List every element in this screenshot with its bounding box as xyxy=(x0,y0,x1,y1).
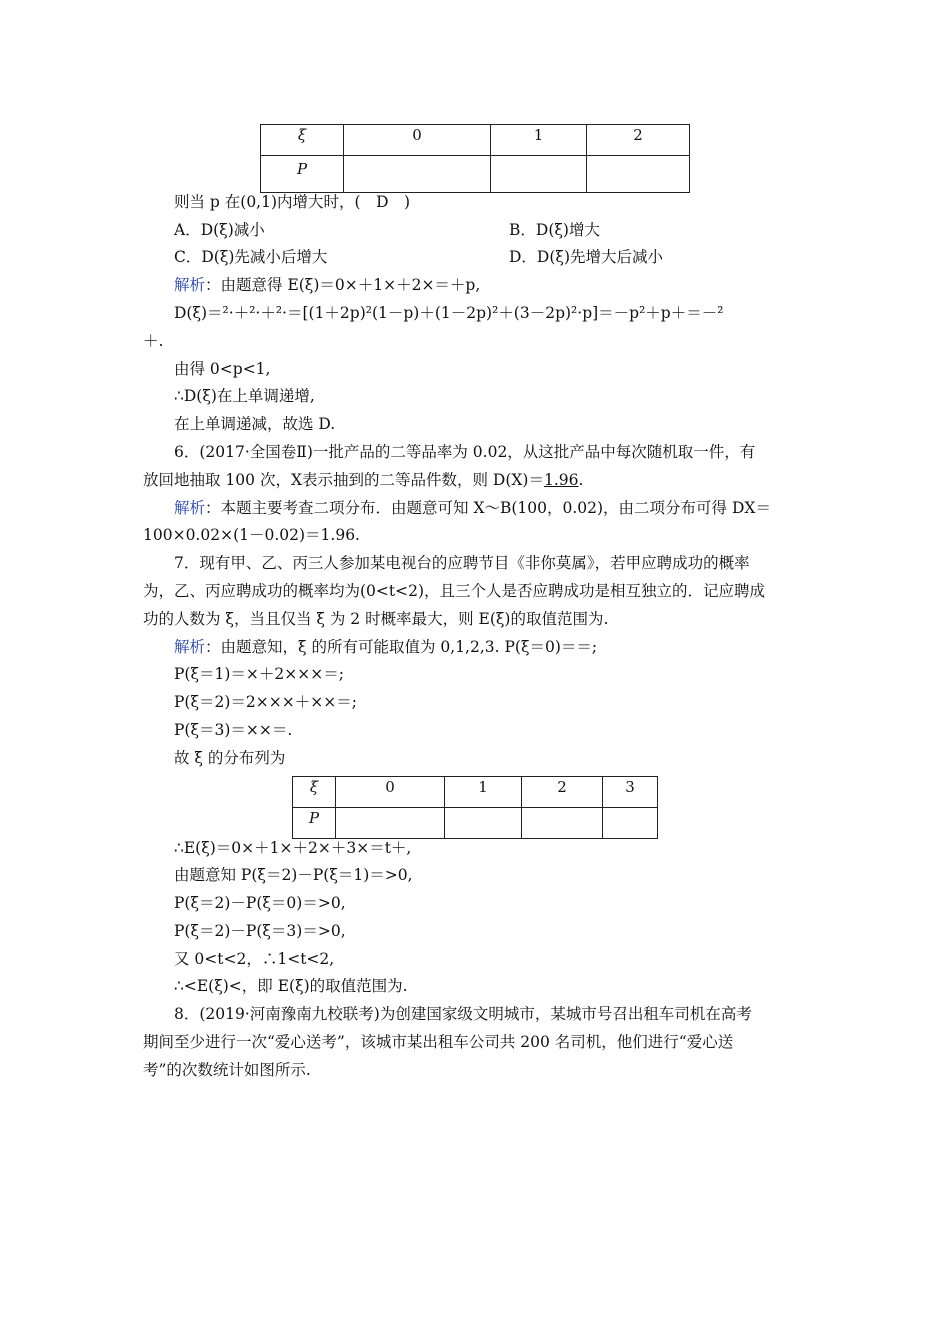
table-cell xyxy=(491,156,587,193)
option-b: B．D(ξ)增大 xyxy=(509,221,600,239)
solution-label: 解析 xyxy=(174,276,206,294)
solution-line: P(ξ＝2)－P(ξ＝3)＝>0, xyxy=(174,922,346,940)
table-cell: ξ xyxy=(293,777,336,808)
solution-line: P(ξ＝2)＝2×××＋××＝; xyxy=(174,693,357,711)
table-cell: 0 xyxy=(336,777,445,808)
solution-line: ＋. xyxy=(143,332,164,350)
solution-line xyxy=(174,498,771,518)
solution-line: ∴E(ξ)＝0×＋1×＋2×＋3×＝t＋, xyxy=(174,839,412,857)
question-stem: 功的人数为 ξ，当且仅当 ξ 为 2 时概率最大，则 E(ξ)的取值范围为. xyxy=(143,610,609,628)
distribution-table-2 xyxy=(292,776,658,839)
solution-line: 在上单调递减，故选 D. xyxy=(174,415,336,433)
solution-text: ：由题意得 E(ξ)＝0×＋1×＋2×＝＋p, xyxy=(205,276,481,294)
solution-label: 解析 xyxy=(174,499,206,517)
solution-line: 100×0.02×(1－0.02)＝1.96. xyxy=(143,526,360,544)
distribution-table-1 xyxy=(260,124,690,193)
question-stem: 为，乙、丙应聘成功的概率均为(0<t<2)，且三个人是否应聘成功是相互独立的．记应聘成 xyxy=(143,582,766,600)
solution-line: D(ξ)＝²·＋²·＋²·＝[(1＋2p)²(1－p)＋(1－2p)²＋(3－2p)²·p]＝－p²＋p＋＝－² xyxy=(174,304,724,322)
table-cell: 3 xyxy=(603,777,658,808)
solution-line: ∴<E(ξ)<，即 E(ξ)的取值范围为. xyxy=(174,977,408,995)
solution-line: P(ξ＝3)＝××＝. xyxy=(174,721,293,739)
question-stem: 8．(2019·河南豫南九校联考)为创建国家级文明城市，某城市号召出租车司机在高考 xyxy=(174,1005,752,1023)
option-d: D．D(ξ)先增大后减小 xyxy=(509,248,663,266)
answer: 1.96 xyxy=(543,471,579,489)
table-cell: 1 xyxy=(445,777,522,808)
table-cell xyxy=(344,156,491,193)
solution-text: ：由题意知，ξ 的所有可能取值为 0,1,2,3. P(ξ＝0)＝＝; xyxy=(205,638,598,656)
solution-line: 故 ξ 的分布列为 xyxy=(174,749,286,767)
solution-line: ∴D(ξ)在上单调递增, xyxy=(174,387,315,405)
question-stem: 则当 p 在(0,1)内增大时，( D ) xyxy=(174,193,411,211)
solution-line: 又 0<t<2，∴1<t<2, xyxy=(174,950,335,968)
solution-line: 由题意知 P(ξ＝2)－P(ξ＝1)＝>0, xyxy=(174,866,413,884)
question-stem xyxy=(143,470,583,490)
solution-label: 解析 xyxy=(174,638,206,656)
stem-text: 放回地抽取 100 次，X表示抽到的二等品件数，则 D(X)＝ xyxy=(143,471,544,489)
question-stem: 考”的次数统计如图所示. xyxy=(143,1061,311,1079)
option-c: C．D(ξ)先减小后增大 xyxy=(174,248,328,266)
table-cell: 2 xyxy=(587,125,690,156)
table-cell: 1 xyxy=(491,125,587,156)
question-stem: 期间至少进行一次“爱心送考”，该城市某出租车公司共 200 名司机，他们进行“爱心送 xyxy=(143,1033,734,1051)
solution-line xyxy=(174,637,597,657)
solution-text: ：本题主要考查二项分布．由题意可知 X～B(100，0.02)，由二项分布可得 DX＝ xyxy=(205,499,771,517)
question-stem: 6．(2017·全国卷Ⅱ)一批产品的二等品率为 0.02，从这批产品中每次随机取一件，有 xyxy=(174,443,756,461)
solution-line: P(ξ＝2)－P(ξ＝0)＝>0, xyxy=(174,894,346,912)
table-cell xyxy=(587,156,690,193)
table-cell: ξ xyxy=(261,125,344,156)
table-cell xyxy=(522,808,603,839)
solution-line xyxy=(174,275,480,295)
question-stem: 7．现有甲、乙、丙三人参加某电视台的应聘节目《非你莫属》，若甲应聘成功的概率 xyxy=(174,554,750,572)
solution-line: P(ξ＝1)＝×＋2×××＝; xyxy=(174,665,344,683)
stem-text: . xyxy=(578,471,584,489)
table-cell xyxy=(445,808,522,839)
option-a: A．D(ξ)减小 xyxy=(174,221,265,239)
table-cell: P xyxy=(293,808,336,839)
table-cell xyxy=(336,808,445,839)
table-cell: P xyxy=(261,156,344,193)
solution-line: 由得 0<p<1, xyxy=(174,360,271,378)
table-cell: 2 xyxy=(522,777,603,808)
table-cell: 0 xyxy=(344,125,491,156)
table-cell xyxy=(603,808,658,839)
